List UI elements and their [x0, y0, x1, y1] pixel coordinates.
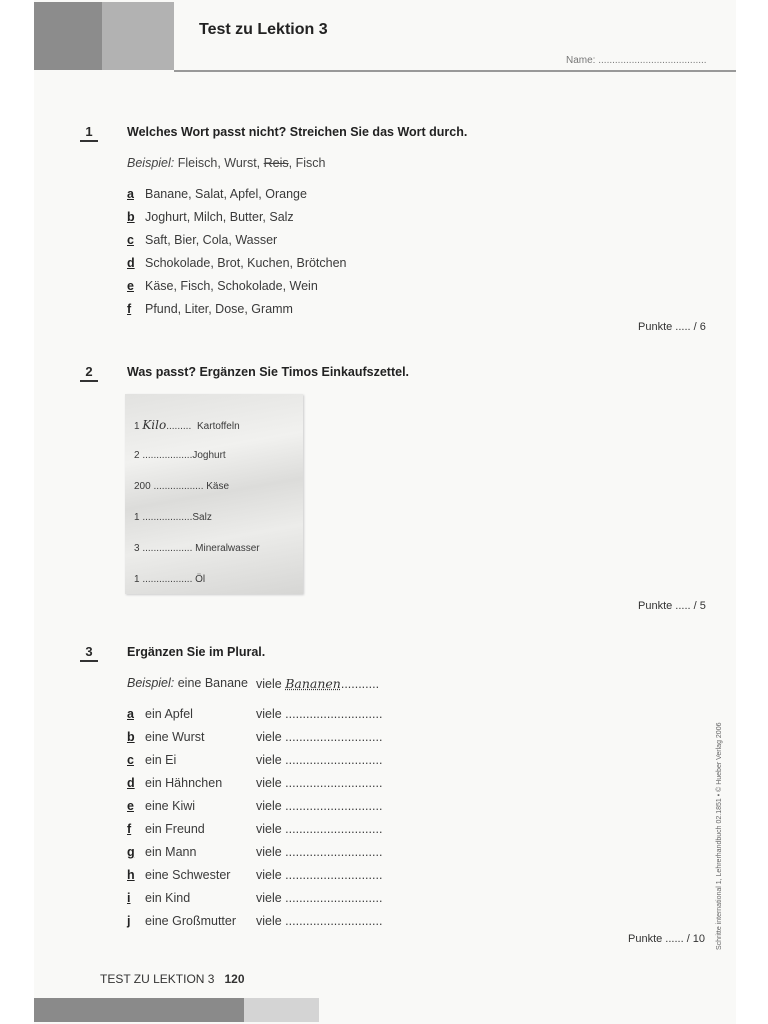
- section-3-example: Beispiel: eine Banane: [127, 676, 248, 690]
- section-2-title: Was passt? Ergänzen Sie Timos Einkaufszettel.: [127, 365, 410, 379]
- footer-block-dark: [34, 998, 244, 1022]
- list-item: g ein Mann: [127, 845, 197, 859]
- list-item: d ein Hähnchen: [127, 776, 223, 790]
- list-item: c ein Ei: [127, 753, 177, 767]
- header-block-light: [102, 2, 174, 70]
- example-struck-word: Reis: [263, 156, 289, 170]
- header-rule: [174, 70, 736, 72]
- example-words-end: , Fisch: [288, 156, 326, 170]
- footer-label: TEST ZU LEKTION 3: [100, 972, 215, 986]
- list-item[interactable]: a Banane, Salat, Apfel, Orange: [127, 187, 307, 201]
- shopping-list-row[interactable]: 1 Kilo......... Kartoffeln: [134, 418, 240, 432]
- answer-blank[interactable]: viele ............................: [256, 822, 383, 836]
- list-item: f ein Freund: [127, 822, 205, 836]
- shopping-list-row[interactable]: 1 ..................Salz: [134, 512, 212, 523]
- section-3-points[interactable]: Punkte ...... / 10: [628, 933, 706, 945]
- answer-blank[interactable]: viele ............................: [256, 845, 383, 859]
- name-field[interactable]: Name: .......................................: [566, 55, 707, 66]
- example-label: Beispiel:: [127, 156, 175, 170]
- shopping-list-row[interactable]: 2 ..................Joghurt: [134, 450, 226, 461]
- answer-blank[interactable]: viele ............................: [256, 753, 383, 767]
- shopping-list-row[interactable]: 3 .................. Mineralwasser: [134, 543, 260, 554]
- list-item[interactable]: c Saft, Bier, Cola, Wasser: [127, 233, 278, 247]
- header-block-dark: [34, 2, 102, 70]
- section-3-title: Ergänzen Sie im Plural.: [127, 645, 266, 659]
- answer-blank[interactable]: viele ............................: [256, 730, 383, 744]
- list-item: e eine Kiwi: [127, 799, 196, 813]
- answer-blank[interactable]: viele ............................: [256, 868, 383, 882]
- section-2-number: 2: [80, 364, 98, 382]
- section-1-title: Welches Wort passt nicht? Streichen Sie das Wort durch.: [127, 125, 468, 139]
- list-item: a ein Apfel: [127, 707, 193, 721]
- section-1-example: [127, 156, 325, 170]
- list-item[interactable]: f Pfund, Liter, Dose, Gramm: [127, 302, 293, 316]
- answer-blank[interactable]: viele ............................: [256, 776, 383, 790]
- answer-blank[interactable]: viele ............................: [256, 914, 383, 928]
- list-item: b eine Wurst: [127, 730, 205, 744]
- list-item: j eine Großmutter: [127, 914, 237, 928]
- page-number: 120: [224, 972, 245, 986]
- list-item: i ein Kind: [127, 891, 191, 905]
- list-item[interactable]: e Käse, Fisch, Schokolade, Wein: [127, 279, 318, 293]
- example-words: Fleisch, Wurst,: [177, 156, 261, 170]
- page-footer: [100, 972, 245, 986]
- answer-blank[interactable]: viele ............................: [256, 891, 383, 905]
- footer-block-light: [244, 998, 319, 1022]
- list-item[interactable]: d Schokolade, Brot, Kuchen, Brötchen: [127, 256, 347, 270]
- copyright-side-text: Schritte international 1, Lehrerhandbuch 02.1851 • © Hueber Verlag 2006: [716, 722, 723, 950]
- page-title: Test zu Lektion 3: [199, 21, 328, 38]
- list-item: h eine Schwester: [127, 868, 231, 882]
- section-3-example-answer: viele Bananen...........: [256, 676, 380, 691]
- answer-blank[interactable]: viele ............................: [256, 707, 383, 721]
- section-1-number: 1: [80, 124, 98, 142]
- shopping-list-row[interactable]: 1 .................. Öl: [134, 574, 206, 585]
- list-item[interactable]: b Joghurt, Milch, Butter, Salz: [127, 210, 294, 224]
- section-3-number: 3: [80, 644, 98, 662]
- answer-blank[interactable]: viele ............................: [256, 799, 383, 813]
- section-2-points[interactable]: Punkte ..... / 5: [638, 600, 706, 612]
- section-1-points[interactable]: Punkte ..... / 6: [638, 321, 706, 333]
- shopping-list-row[interactable]: 200 .................. Käse: [134, 481, 230, 492]
